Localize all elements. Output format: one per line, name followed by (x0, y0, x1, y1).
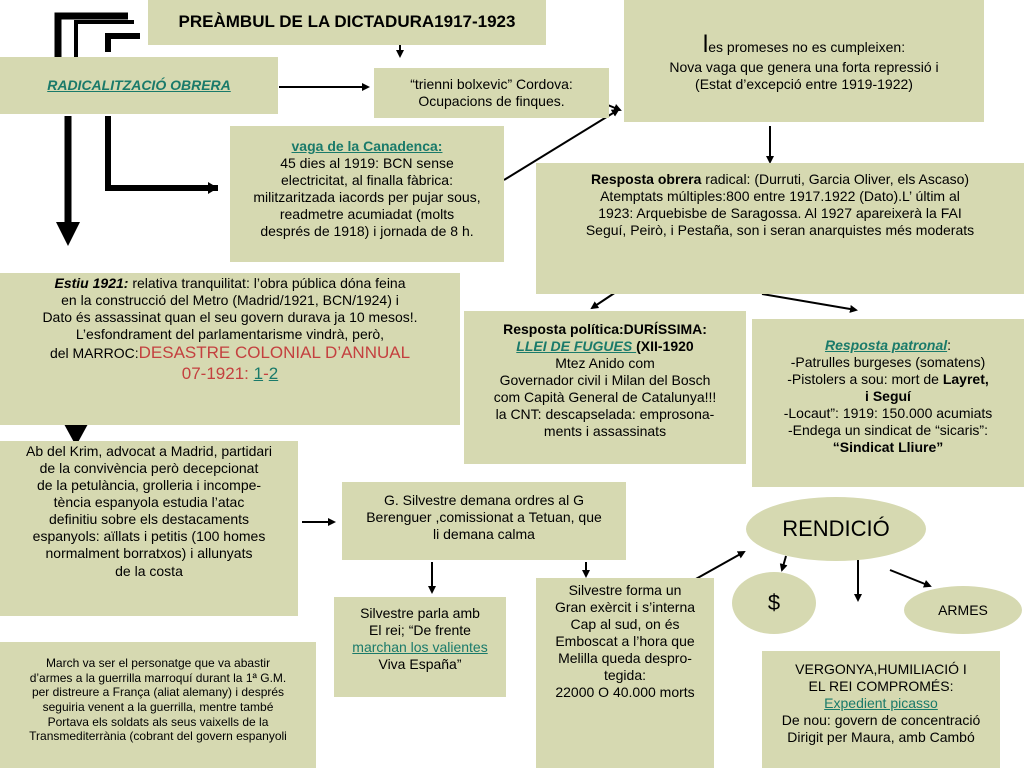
rendicio-label: RENDICIÓ (782, 516, 890, 541)
patronal-segui: i Seguí (865, 388, 911, 405)
radicalitzacio-box (0, 57, 278, 114)
resposta-obrera-line1: radical: (Durruti, Garcia Oliver, els Ascaso) (701, 171, 970, 187)
patronal-sindicat: “Sindicat Lliure” (832, 439, 944, 456)
canadenca-line1: 45 dies al 1919: BCN sense (280, 155, 454, 172)
vergonya-line1: VERGONYA,HUMILIACIÓ I (795, 661, 967, 677)
forma-line2: Gran exèrcit i s’interna (554, 599, 696, 616)
krim-line7: normalment borratxos) i allunyats (45, 545, 253, 562)
march-line2: d’armes a la guerrilla marroquí durant la 1ª G.M. (29, 670, 287, 685)
silvestre-forma-box (536, 578, 714, 768)
politica-line4: Governador civil i Milan del Bosch (499, 372, 711, 389)
forma-line1: Silvestre forma un (568, 582, 682, 598)
rei-line4: Viva España” (378, 656, 462, 673)
resposta-politica-box (464, 311, 746, 464)
krim-line5: definitiu sobre els destacaments (49, 511, 249, 528)
promeses-line3: (Estat d’excepció entre 1919-1922) (695, 76, 913, 93)
ordres-line1: G. Silvestre demana ordres al G (384, 492, 584, 508)
patronal-line6: -Endega un sindicat de “sicaris”: (788, 422, 988, 439)
promeses-line1: es promeses no es cumpleixen: (708, 39, 906, 55)
krim-line1: Ab del Krim, advocat a Madrid, partidari (26, 443, 272, 459)
trienni-box (374, 68, 609, 118)
canadenca-line2: electricitat, al finalla fàbrica: (281, 172, 453, 189)
march-line6: Transmediterrània (cobrant del govern espanyoli (29, 729, 287, 744)
krim-line8: de la costa (115, 562, 183, 579)
promeses-initial: l (702, 31, 709, 58)
arrow-to-rendicio (694, 552, 744, 580)
link-2[interactable]: 2 (268, 364, 279, 384)
vergonya-line4: De nou: govern de concentració (781, 712, 981, 729)
annual-disaster-text: DESASTRE COLONIAL D’ANNUAL (138, 343, 411, 363)
krim-line4: tència espanyola estudia l’atac (53, 494, 245, 511)
march-line3: per distreure a França (aliat alemany) i després (31, 685, 285, 700)
march-box (0, 642, 316, 768)
patronal-link[interactable]: Resposta patronal (824, 337, 948, 353)
promeses-box (624, 0, 984, 122)
trienni-line2: Ocupacions de finques. (418, 93, 565, 110)
estiu-line3: Dato és assassinat quan el seu govern durava ja 10 mesos!. (42, 309, 418, 326)
resposta-obrera-line2: Atemptats múltiples:800 entre 1917.1922 (Dato).L’ últim al (600, 188, 960, 205)
politica-line3: Mtez Anido com (555, 355, 655, 372)
trienni-line1: “trienni bolxevic” Cordova: (410, 76, 573, 92)
patronal-colon: : (947, 337, 952, 353)
rei-line2: El rei; “De frente (369, 622, 471, 639)
march-line1: March va ser el personatge que va abastir (45, 656, 271, 670)
resposta-obrera-line4: Seguí, Peirò, i Pestaña, son i seran anarquistes més moderats (585, 222, 975, 239)
politica-line2: (XII-1920 (636, 338, 694, 355)
llei-fugues-link[interactable]: LLEI DE FUGUES (516, 338, 637, 355)
arrow-to-politica (592, 292, 616, 308)
krim-line6: espanyols: aïllats i petitis (100 homes (32, 528, 266, 545)
rendicio-ellipse (746, 497, 926, 561)
canadenca-line4: readmetre acumiadat (molts (279, 206, 455, 223)
armes-label: ARMES (938, 602, 988, 618)
forma-line7: 22000 O 40.000 morts (555, 684, 695, 701)
silvestre-rei-box (334, 597, 506, 697)
krim-line2: de la convivència però decepcionat (39, 460, 259, 477)
ordres-line3: li demana calma (433, 526, 535, 543)
krim-box (0, 441, 298, 616)
estiu-italic: Estiu 1921: (54, 275, 129, 291)
canadenca-line5: després de 1918) i jornada de 8 h. (260, 223, 474, 240)
patronal-line2: -Patrulles burgeses (somatens) (790, 354, 986, 371)
canadenca-heading-link[interactable]: vaga de la Canadenca: (291, 138, 443, 154)
forma-line3: Cap al sud, on és (570, 616, 680, 633)
forma-line4: Emboscat a l’hora que (555, 633, 695, 650)
politica-line7: ments i assassinats (543, 423, 667, 440)
page-title: PREÀMBUL DE LA DICTADURA1917-1923 (178, 12, 516, 32)
canadenca-box (230, 126, 504, 262)
annual-date-text: 07-1921: (181, 364, 254, 384)
bracket-to-canadenca (108, 116, 218, 188)
patronal-layret: Layret, (942, 371, 989, 388)
estiu-box (0, 273, 460, 425)
vergonya-box (762, 651, 1000, 768)
arrow-to-patronal (762, 294, 856, 310)
bracket-logo-icon (58, 16, 140, 62)
vergonya-line2: EL REI COMPROMÉS: (808, 678, 954, 695)
vergonya-line5: Dirigit per Maura, amb Cambó (787, 729, 975, 746)
expedient-picasso-link[interactable]: Expedient picasso (824, 695, 938, 712)
politica-line6: la CNT: descapselada: emprosona- (495, 406, 715, 423)
promeses-line2: Nova vaga que genera una forta repressió i (669, 59, 939, 76)
forma-line6: tegida: (603, 667, 647, 684)
ordres-line2: Berenguer ,comissionat a Tetuan, que (366, 509, 602, 526)
canadenca-line3: militzaritzada iacords per pujar sous, (253, 189, 481, 206)
forma-line5: Melilla queda despro- (558, 650, 692, 667)
dollar-label: $ (767, 590, 781, 615)
patronal-line5: -Locaut”: 1919: 150.000 acumiats (783, 405, 993, 422)
arrow-to-armes (890, 570, 930, 586)
link-1[interactable]: 1 (253, 364, 264, 384)
politica-line5: com Capità General de Catalunya!!! (493, 389, 717, 406)
arrow-to-dollar (782, 556, 786, 570)
estiu-line4: L’esfondrament del parlamentarisme vindrà, però, (75, 326, 385, 343)
resposta-obrera-bold: Resposta obrera (590, 171, 702, 187)
estiu-line5-pre: del MARROC: (49, 345, 139, 362)
resposta-obrera-line3: 1923: Arquebisbe de Saragossa. Al 1927 apareixerà la FAI (598, 205, 962, 222)
resposta-patronal-box (752, 319, 1024, 487)
dollar-ellipse (732, 572, 816, 634)
rei-line1: Silvestre parla amb (360, 605, 480, 621)
link-separator: - (263, 364, 269, 384)
valientes-link[interactable]: marchan los valientes (352, 639, 488, 656)
estiu-line2: en la construcció del Metro (Madrid/1921, BCN/1924) i (61, 292, 399, 309)
resposta-obrera-box (536, 163, 1024, 294)
armes-ellipse (904, 586, 1022, 634)
krim-line3: de la petulància, grolleria i incompe- (36, 477, 262, 494)
patronal-line3: -Pistolers a sou: mort de (787, 371, 943, 388)
march-line5: Portava els soldats als seus vaixells de la (47, 714, 269, 729)
march-line4: seguiria venent a la guerrilla, mentre també (42, 699, 274, 714)
politica-heading: Resposta política:DURÍSSIMA: (503, 321, 707, 337)
estiu-line1: relativa tranquilitat: l’obra pública dóna feina (128, 275, 406, 291)
silvestre-ordres-box (342, 482, 626, 560)
title-box (148, 0, 546, 45)
radicalitzacio-link[interactable]: RADICALITZACIÓ OBRERA (47, 76, 231, 93)
